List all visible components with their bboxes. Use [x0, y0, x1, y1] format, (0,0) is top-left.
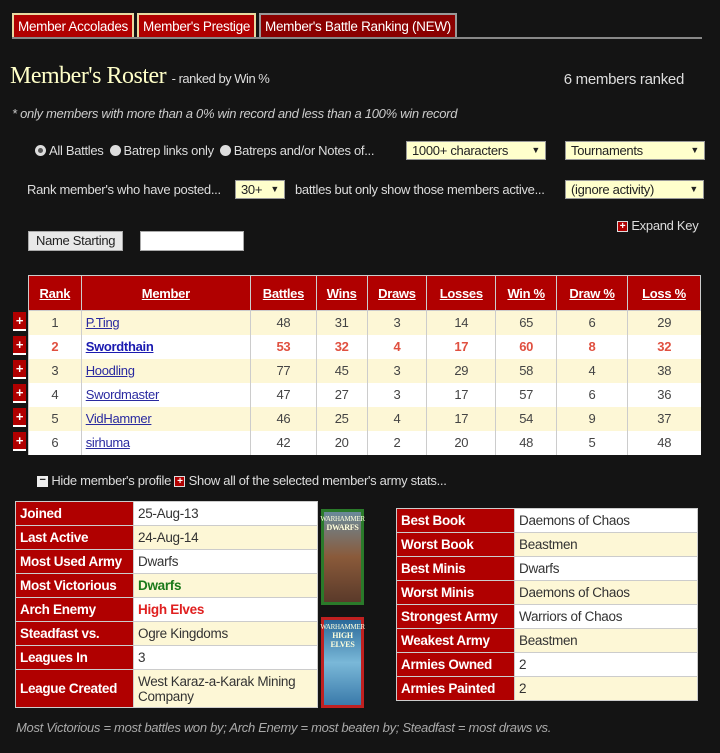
cell-loss: 37 [627, 407, 700, 431]
expand-row-plus-icon[interactable]: + [13, 432, 26, 451]
cell-rank: 5 [29, 407, 82, 431]
hide-profile-label: Hide member's profile [51, 473, 172, 488]
cell-draws: 3 [367, 311, 427, 335]
profile-label: Strongest Army [397, 605, 515, 629]
cell-battles: 77 [250, 359, 316, 383]
radio-button[interactable] [220, 145, 231, 156]
cell-draw: 8 [557, 335, 628, 359]
chevron-down-icon: ▼ [270, 184, 279, 194]
members-ranked-count: 6 members ranked [563, 71, 684, 88]
chevron-down-icon: ▼ [690, 145, 699, 155]
min-battles-select[interactable] [235, 180, 285, 199]
profile-row [16, 646, 318, 670]
profile-row [16, 622, 318, 646]
profile-row [16, 502, 318, 526]
select-value: 30+ [241, 182, 263, 197]
page-subtitle: - ranked by Win % [171, 71, 270, 86]
profile-value: Dwarfs [134, 550, 318, 574]
cell-draw: 6 [557, 383, 628, 407]
cell-win: 57 [496, 383, 557, 407]
profile-value: 24-Aug-14 [134, 526, 318, 550]
profile-label: Last Active [16, 526, 134, 550]
radio-label: All Battles [49, 143, 104, 158]
radio-label: Batrep links only [123, 143, 214, 158]
select-value: Tournaments [571, 143, 643, 158]
table-row [29, 431, 701, 455]
radio-label: Batreps and/or Notes of... [233, 143, 375, 158]
cover-army: HIGH ELVES [330, 631, 355, 649]
profile-value: Dwarfs [134, 574, 318, 598]
profile-row [16, 550, 318, 574]
cell-wins: 31 [316, 311, 367, 335]
cell-draws: 4 [367, 335, 427, 359]
member-link[interactable]: VidHammer [85, 411, 152, 426]
column-header[interactable]: Win % [496, 276, 557, 311]
cell-wins: 32 [316, 335, 367, 359]
table-row [29, 311, 701, 335]
profile-row [397, 653, 698, 677]
profile-label: Best Book [397, 509, 515, 533]
show-army-stats-link[interactable] [174, 473, 446, 488]
hide-profile-link[interactable] [37, 473, 171, 488]
profile-row [397, 509, 698, 533]
cell-battles: 42 [250, 431, 316, 455]
column-header[interactable]: Battles [250, 276, 316, 311]
profile-label: Most Used Army [16, 550, 134, 574]
cell-draws: 4 [367, 407, 427, 431]
profile-label: Joined [16, 502, 134, 526]
member-link[interactable]: Swordmaster [85, 387, 159, 402]
column-header[interactable]: Loss % [627, 276, 700, 311]
column-header[interactable]: Losses [427, 276, 496, 311]
cell-draws: 3 [367, 359, 427, 383]
member-link[interactable]: sirhuma [85, 435, 130, 450]
dwarfs-book-cover [321, 509, 364, 605]
profile-label: Worst Minis [397, 581, 515, 605]
select-value: 1000+ characters [412, 143, 509, 158]
cover-army: DWARFS [326, 523, 359, 532]
profile-value: Warriors of Chaos [515, 605, 698, 629]
cell-draw: 9 [557, 407, 628, 431]
column-header[interactable]: Wins [316, 276, 367, 311]
cell-rank: 3 [29, 359, 82, 383]
minus-icon: − [37, 476, 48, 487]
tab-divider [12, 37, 702, 39]
chevron-down-icon: ▼ [531, 145, 540, 155]
profile-label: Worst Book [397, 533, 515, 557]
profile-label: League Created [16, 670, 134, 708]
cell-battles: 46 [250, 407, 316, 431]
radio-button[interactable] [110, 145, 121, 156]
member-link[interactable]: P.Ting [85, 315, 120, 331]
profile-label: Most Victorious [16, 574, 134, 598]
high-elves-book-cover [321, 617, 364, 708]
name-starting-button[interactable]: Name Starting [28, 231, 123, 251]
expand-row-plus-icon[interactable]: + [13, 384, 26, 403]
profile-value: Daemons of Chaos [515, 581, 698, 605]
show-army-stats-label: Show all of the selected member's army stats... [188, 473, 447, 488]
cell-win: 58 [496, 359, 557, 383]
radio-batreps-notes[interactable] [220, 143, 374, 158]
cell-loss: 48 [627, 431, 700, 455]
cover-brand: WARHAMMER [320, 515, 365, 523]
profile-row [397, 581, 698, 605]
chevron-down-icon: ▼ [689, 184, 698, 194]
profile-row [397, 557, 698, 581]
member-cell [81, 407, 250, 431]
column-header[interactable]: Rank [29, 276, 82, 311]
member-cell [81, 335, 250, 359]
cell-wins: 20 [316, 431, 367, 455]
table-row [29, 407, 701, 431]
column-header[interactable]: Draw % [557, 276, 628, 311]
plus-icon: + [617, 221, 628, 232]
cell-draws: 2 [367, 431, 427, 455]
profile-label: Best Minis [397, 557, 515, 581]
cell-losses: 17 [427, 383, 496, 407]
profile-row [16, 598, 318, 622]
battle-type-filter [35, 143, 380, 158]
profile-left-table [15, 501, 318, 708]
cell-rank: 1 [29, 311, 82, 335]
expand-row-plus-icon[interactable]: + [13, 360, 26, 379]
profile-value: High Elves [134, 598, 318, 622]
member-cell [81, 431, 250, 455]
profile-label: Armies Owned [397, 653, 515, 677]
cell-losses: 20 [427, 431, 496, 455]
profile-value: Daemons of Chaos [515, 509, 698, 533]
filter-note: * only members with more than a 0% win record and less than a 100% win record [12, 106, 458, 121]
profile-label: Armies Painted [397, 677, 515, 701]
member-cell [81, 383, 250, 407]
cover-brand: WARHAMMER [320, 623, 365, 631]
cell-loss: 29 [627, 311, 700, 335]
battle-type-select[interactable] [565, 141, 705, 160]
profile-row [397, 629, 698, 653]
expand-row-plus-icon[interactable]: + [13, 408, 26, 427]
profile-row [16, 526, 318, 550]
table-row [29, 383, 701, 407]
cell-battles: 47 [250, 383, 316, 407]
column-header[interactable]: Draws [367, 276, 427, 311]
tab-bar [12, 13, 457, 39]
profile-value: Dwarfs [515, 557, 698, 581]
profile-links [37, 473, 447, 488]
cell-rank: 4 [29, 383, 82, 407]
tab-member-accolades[interactable]: Member Accolades [12, 13, 134, 39]
member-cell [81, 359, 250, 383]
cell-draw: 6 [557, 311, 628, 335]
cell-losses: 17 [427, 407, 496, 431]
radio-all-battles[interactable] [35, 143, 104, 158]
cell-loss: 36 [627, 383, 700, 407]
table-row [29, 335, 701, 359]
page-title [10, 63, 269, 90]
cell-loss: 32 [627, 335, 700, 359]
cell-rank: 6 [29, 431, 82, 455]
profile-label: Weakest Army [397, 629, 515, 653]
activity-select[interactable] [565, 180, 704, 199]
ranking-table [28, 275, 701, 455]
name-starting-input[interactable] [140, 231, 244, 251]
profile-row [397, 533, 698, 557]
cell-wins: 45 [316, 359, 367, 383]
radio-button-selected[interactable] [35, 145, 46, 156]
select-value: (ignore activity) [571, 182, 655, 197]
cell-win: 54 [496, 407, 557, 431]
column-header[interactable]: Member [81, 276, 250, 311]
profile-row [397, 677, 698, 701]
member-cell [81, 311, 250, 335]
profile-row [16, 670, 318, 708]
cell-losses: 17 [427, 335, 496, 359]
cell-battles: 53 [250, 335, 316, 359]
expand-key-link[interactable] [617, 218, 698, 233]
tab-battle-ranking[interactable]: Member's Battle Ranking (NEW) [259, 13, 457, 39]
member-link[interactable]: Hoodling [85, 363, 135, 378]
title-text: Member's Roster [10, 63, 167, 89]
cell-draw: 4 [557, 359, 628, 383]
profile-footnote: Most Victorious = most battles won by; Arch Enemy = most beaten by; Steadfast = most draws vs. [16, 720, 552, 735]
characters-select[interactable] [406, 141, 546, 160]
cell-loss: 38 [627, 359, 700, 383]
cell-win: 65 [496, 311, 557, 335]
plus-icon: + [174, 476, 185, 487]
profile-label: Arch Enemy [16, 598, 134, 622]
profile-right-table [396, 508, 698, 701]
profile-value: 2 [515, 653, 698, 677]
profile-label: Steadfast vs. [16, 622, 134, 646]
cell-win: 48 [496, 431, 557, 455]
expand-row-plus-icon[interactable]: + [13, 336, 26, 355]
cell-rank: 2 [29, 335, 82, 359]
profile-value: 2 [515, 677, 698, 701]
rank-label: Rank member's who have posted... [27, 182, 221, 197]
cell-draws: 3 [367, 383, 427, 407]
cell-win: 60 [496, 335, 557, 359]
active-label: battles but only show those members active... [295, 182, 545, 197]
tab-members-prestige[interactable]: Member's Prestige [137, 13, 256, 39]
table-row [29, 359, 701, 383]
cell-draw: 5 [557, 431, 628, 455]
profile-value: 25-Aug-13 [134, 502, 318, 526]
radio-batrep-links[interactable] [110, 143, 214, 158]
profile-value: Beastmen [515, 629, 698, 653]
expand-key-label: Expand Key [631, 218, 699, 233]
profile-label: Leagues In [16, 646, 134, 670]
profile-value: West Karaz-a-Karak Mining Company [134, 670, 318, 708]
expand-row-plus-icon[interactable]: + [13, 312, 26, 331]
profile-value: 3 [134, 646, 318, 670]
cell-losses: 14 [427, 311, 496, 335]
cell-losses: 29 [427, 359, 496, 383]
cell-wins: 27 [316, 383, 367, 407]
cell-battles: 48 [250, 311, 316, 335]
cell-wins: 25 [316, 407, 367, 431]
member-link[interactable]: Swordthain [85, 339, 154, 354]
profile-value: Ogre Kingdoms [134, 622, 318, 646]
profile-row [397, 605, 698, 629]
profile-row [16, 574, 318, 598]
profile-value: Beastmen [515, 533, 698, 557]
